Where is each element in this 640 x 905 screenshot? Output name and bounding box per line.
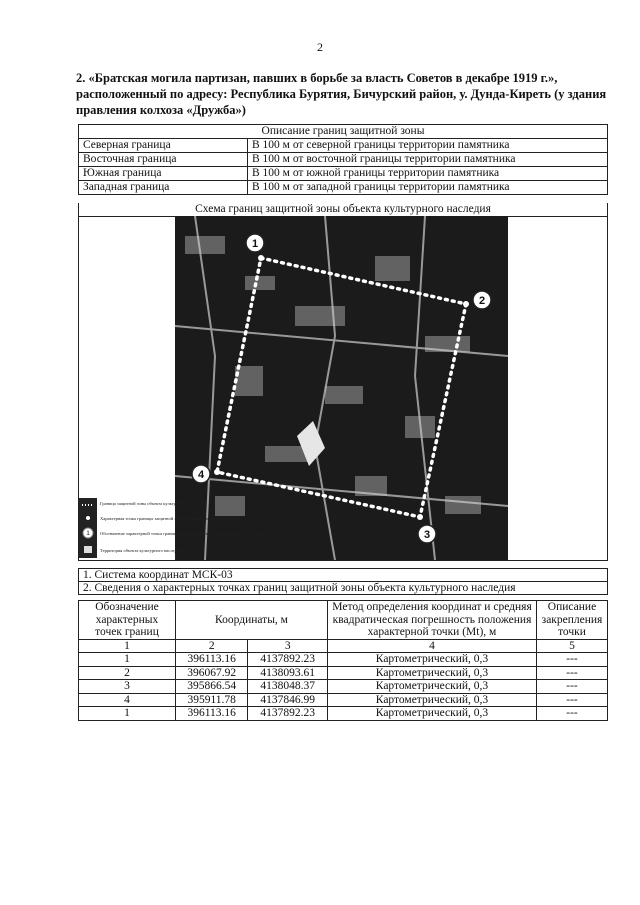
coord-x: 396067.92 [176, 666, 248, 680]
coord-y: 4137846.99 [248, 693, 328, 707]
col-header-method: Метод определения координат и средняя квадратическая погрешность положения характерной точки (Mt), м [328, 601, 537, 640]
point-label-text-1: 1 [251, 238, 259, 250]
legend-item: Граница защитной зоны объекта культурного наследия [100, 501, 206, 506]
boundary-desc: В 100 м от восточной границы территории памятника [248, 153, 608, 167]
fixation-desc: --- [537, 693, 608, 707]
method: Картометрический, 0,3 [328, 653, 537, 667]
col-header-desc: Описание закрепления точки [537, 601, 608, 640]
boundary-name: Восточная граница [79, 153, 248, 167]
point-id: 1 [79, 707, 176, 721]
method: Картометрический, 0,3 [328, 707, 537, 721]
coord-y: 4137892.23 [248, 707, 328, 721]
method: Картометрический, 0,3 [328, 680, 537, 694]
point-id: 3 [79, 680, 176, 694]
point-label-text-2: 2 [478, 295, 486, 307]
points-section-title: 2. Сведения о характерных точках границ защитной зоны объекта культурного наследия [79, 582, 608, 595]
table-row [79, 653, 608, 667]
point-id: 4 [79, 693, 176, 707]
point-label-1 [246, 234, 264, 252]
object-heading: 2. «Братская могила партизан, павших в борьбе за власть Советов в декабре 1919 г.», расположенный по адресу: Республика Бурятия, Бичурский район, у. Дунда-Киреть (у здания правления колхоза «Дружба») [76, 71, 607, 117]
coord-x: 395911.78 [176, 693, 248, 707]
boundary-desc: В 100 м от западной границы территории памятника [248, 181, 608, 195]
coord-info-table [78, 568, 608, 595]
point-label-text-3: 3 [423, 529, 431, 541]
table-row [79, 693, 608, 707]
point-label-text-4: 4 [197, 469, 205, 481]
boundary-desc: В 100 м от южной границы территории памятника [248, 167, 608, 181]
point-label-3 [418, 525, 436, 543]
method: Картометрический, 0,3 [328, 693, 537, 707]
legend-symbols [79, 498, 97, 558]
fixation-desc: --- [537, 653, 608, 667]
table-row [79, 707, 608, 721]
map-legend [79, 498, 269, 558]
boundary-name: Южная граница [79, 167, 248, 181]
point-id: 2 [79, 666, 176, 680]
zone-table-title: Описание границ защитной зоны [79, 125, 608, 139]
col-number: 4 [328, 639, 537, 653]
col-number: 5 [537, 639, 608, 653]
fixation-desc: --- [537, 666, 608, 680]
coord-x: 396113.16 [176, 707, 248, 721]
coord-x: 396113.16 [176, 653, 248, 667]
svg-text:1: 1 [86, 531, 90, 537]
map-svg [175, 216, 508, 560]
boundary-name: Западная граница [79, 181, 248, 195]
fixation-desc: --- [537, 707, 608, 721]
coord-y: 4138048.37 [248, 680, 328, 694]
fixation-desc: --- [537, 680, 608, 694]
col-header-coords: Координаты, м [176, 601, 328, 640]
points-table [78, 600, 608, 721]
legend-item: Обозначение характерной точки границы защитной зоны объекта культурного наследия [100, 531, 269, 536]
coord-x: 395866.54 [176, 680, 248, 694]
point-label-4 [192, 465, 210, 483]
coord-y: 4138093.61 [248, 666, 328, 680]
table-row [79, 680, 608, 694]
table-row [79, 666, 608, 680]
col-number: 3 [248, 639, 328, 653]
coord-system: 1. Система координат МСК-03 [79, 569, 608, 582]
scheme-title: Схема границ защитной зоны объекта культурного наследия [79, 203, 607, 217]
boundary-name: Северная граница [79, 139, 248, 153]
boundary-desc: В 100 м от северной границы территории памятника [248, 139, 608, 153]
legend-item: Территория объекта культурного наследия [100, 548, 182, 553]
point-label-2 [473, 291, 491, 309]
scheme-block [78, 203, 608, 561]
page-number: 2 [317, 40, 323, 54]
zone-boundaries-table [78, 124, 608, 195]
legend-item: Характерная точка границы защитной зоны объекта культурного наследия [100, 516, 243, 521]
method: Картометрический, 0,3 [328, 666, 537, 680]
satellite-map [175, 216, 508, 560]
col-number: 1 [79, 639, 176, 653]
col-header-point: Обозначение характерных точек границ [79, 601, 176, 640]
col-number: 2 [176, 639, 248, 653]
coord-y: 4137892.23 [248, 653, 328, 667]
point-id: 1 [79, 653, 176, 667]
